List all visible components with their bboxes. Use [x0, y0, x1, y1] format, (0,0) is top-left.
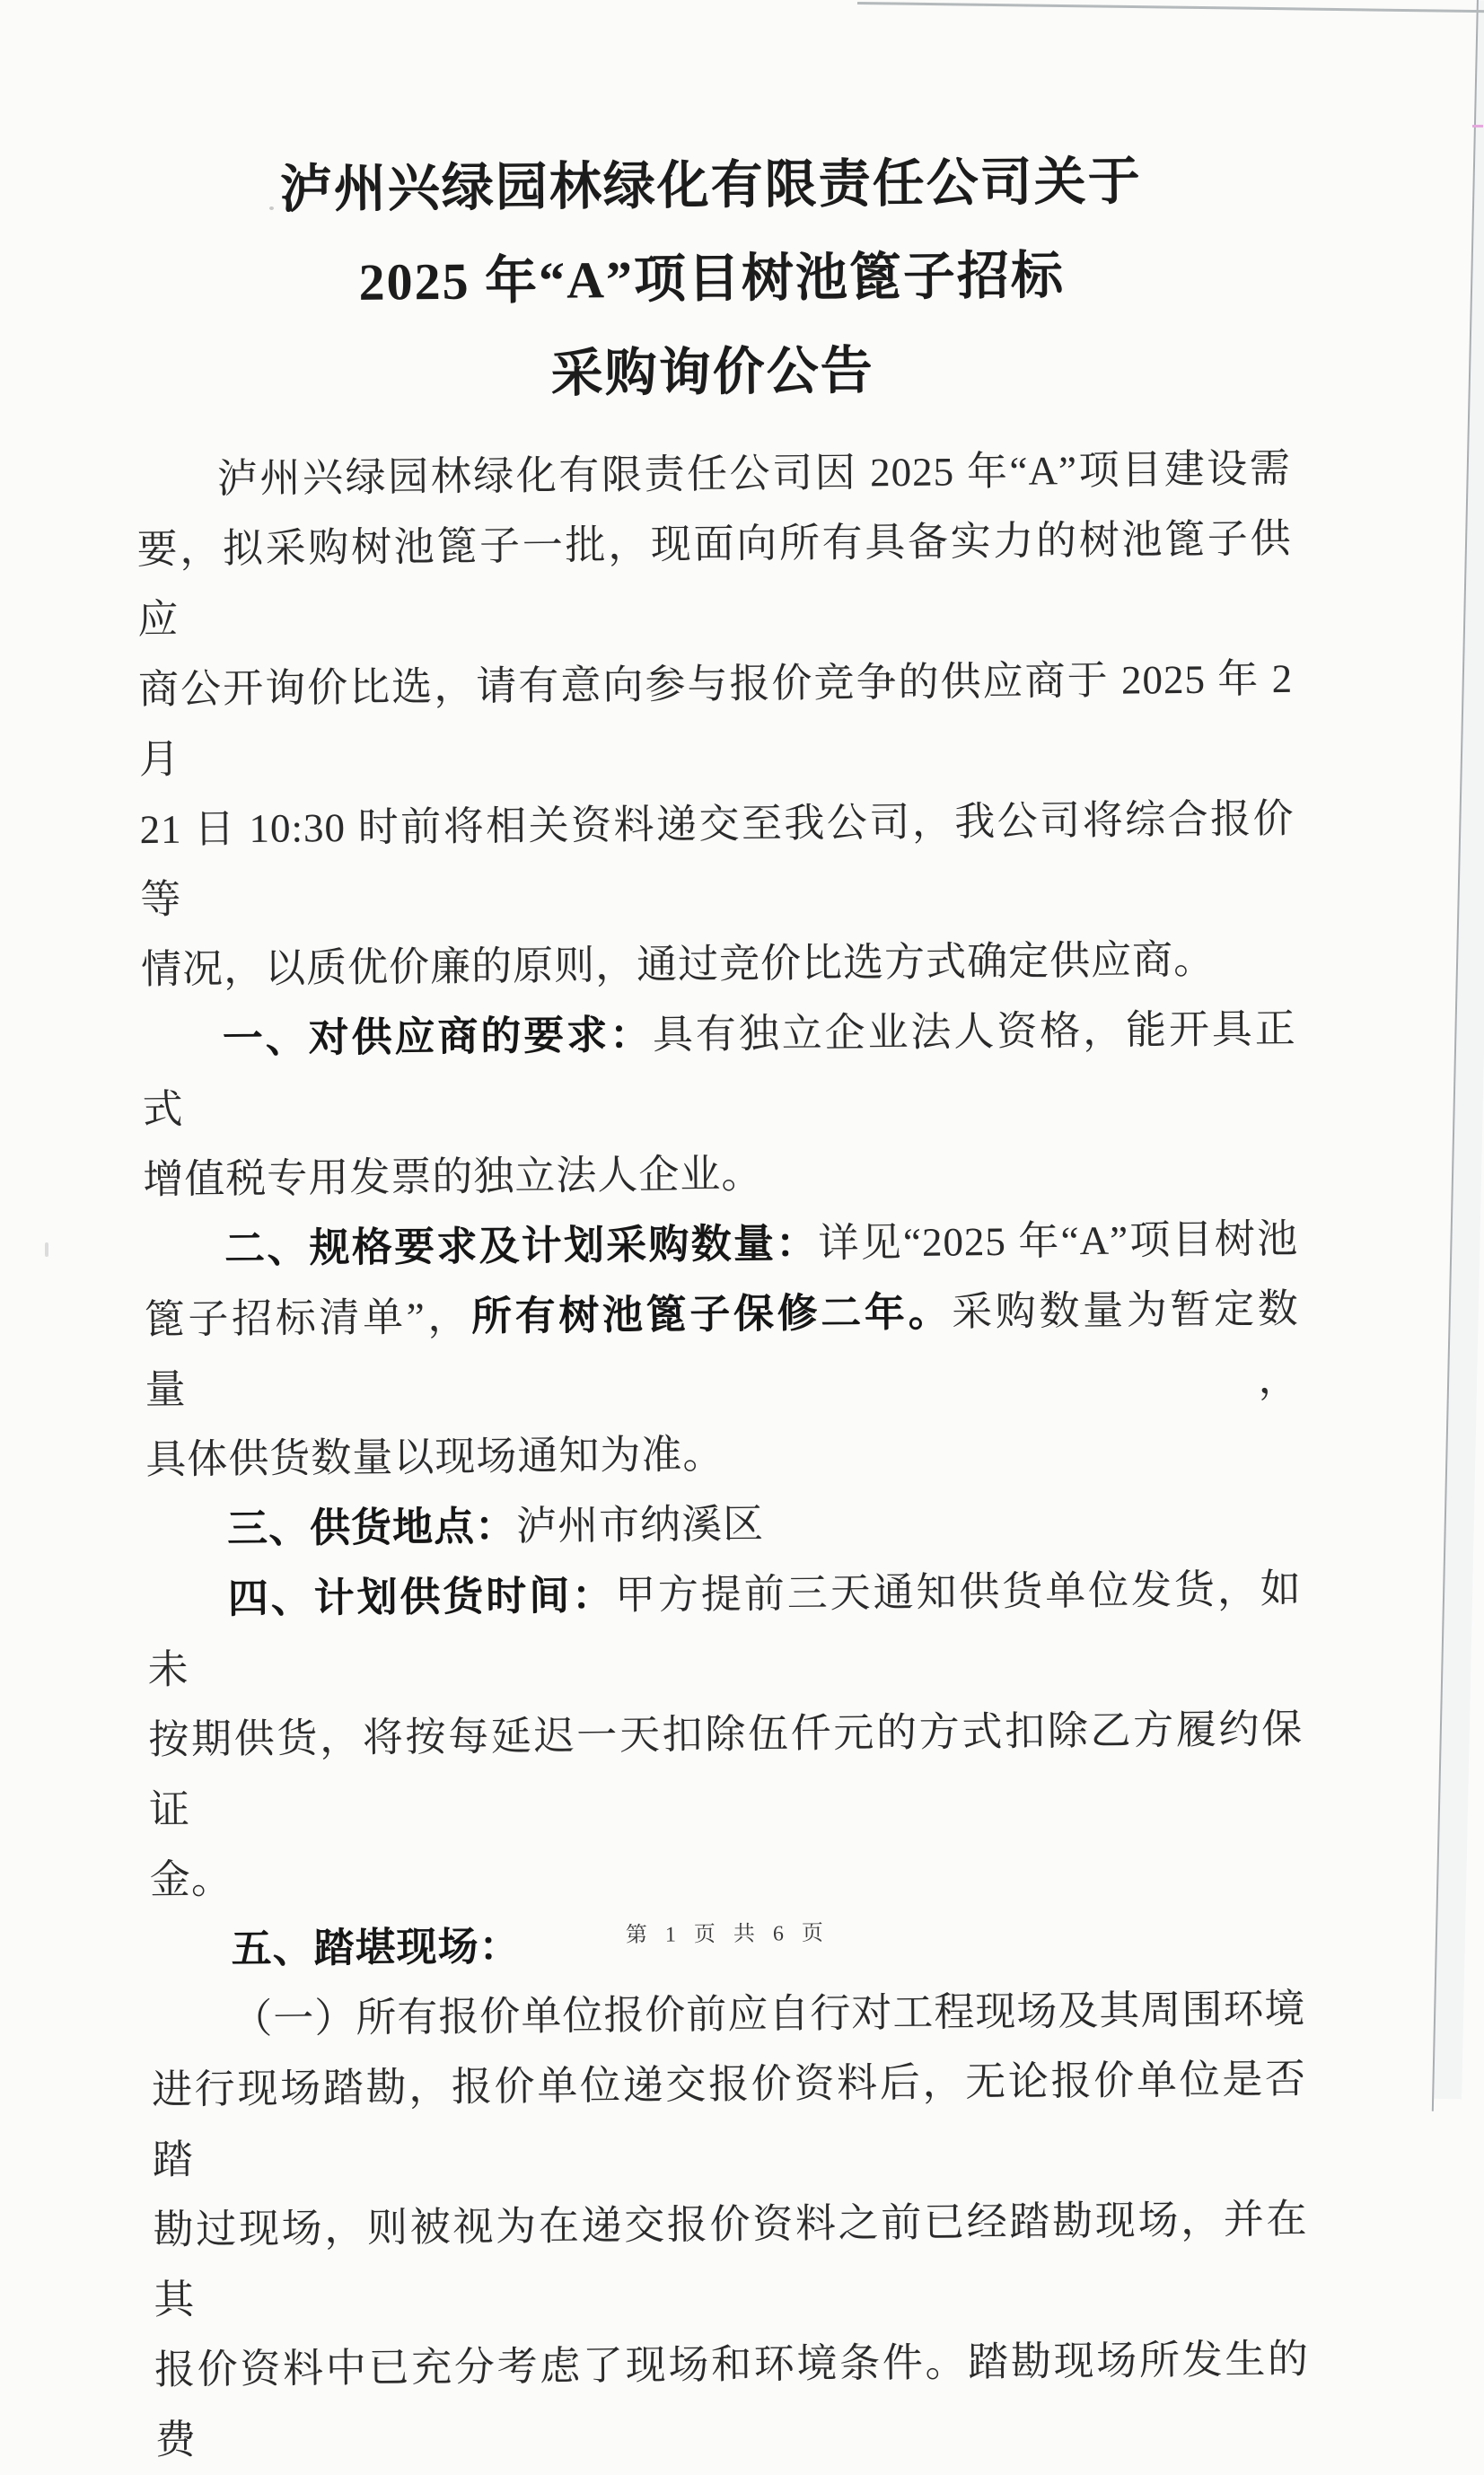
body-line: [149, 1834, 1304, 1915]
body-line: [151, 1974, 1306, 2055]
section-heading-4: [146, 1554, 1302, 1705]
body-text: 详见“2025 年“A”项目树池: [818, 1216, 1299, 1266]
body-text: 勘过现场，则被视为在递交报价资料之前已经踏勘现场，并在其: [153, 2196, 1308, 2323]
body-text: 报价资料中已充分考虑了现场和环境条件。踏勘现场所发生的费: [154, 2336, 1310, 2463]
body-line: [154, 2324, 1310, 2475]
body-line: [136, 504, 1292, 654]
body-text: 泸州兴绿园林绿化有限责任公司因 2025 年“A”项目建设需: [216, 445, 1292, 502]
body-text: 篦子招标清单”，: [144, 1294, 472, 1343]
body-text: 商公开询价比选，请有意向参与报价竞争的供应商于 2025 年 2 月: [137, 655, 1294, 783]
body-line: [139, 784, 1295, 935]
scan-paper-edge-shade: [1434, 0, 1484, 2099]
title-line-1: 泸州兴绿园林绿化有限责任公司关于: [279, 152, 1143, 219]
body-text: 具体供货数量以现场通知为准。: [145, 1431, 724, 1483]
body-line: [136, 434, 1292, 514]
document-page: [132, 0, 1310, 2463]
body-text: 金。: [149, 1856, 233, 1903]
body-line: [144, 1274, 1299, 1425]
body-text: 要，拟采购树池篦子一批，现面向所有具备实力的树池篦子供应: [136, 515, 1292, 643]
body-line: [148, 1694, 1304, 1845]
document-body: [136, 434, 1311, 2475]
scan-speck: [45, 1242, 48, 1257]
title-line-2: 2025 年“A”项目树池篦子招标: [358, 246, 1066, 312]
section-heading-2: [144, 1204, 1299, 1285]
body-text: （一）所有报价单位报价前应自行对工程现场及其周围环境: [232, 1986, 1306, 2042]
section-heading-1: [141, 994, 1296, 1145]
body-text: 甲方提前三天通知供货单位发货，如未: [147, 1566, 1303, 1693]
scan-pink-mark: [1472, 125, 1483, 127]
page-number-footer: 第 1 页 共 6 页: [625, 1921, 830, 1948]
body-line: [153, 2184, 1308, 2335]
section-heading-label: 一、对供应商的要求：: [222, 1011, 654, 1062]
body-line: [152, 2044, 1307, 2195]
section-heading-3: [146, 1484, 1302, 1565]
body-text: 21 日 10:30 时前将相关资料递交至我公司，我公司将综合报价等: [139, 795, 1295, 923]
body-line: [145, 1414, 1301, 1495]
title-line-3: 采购询价公告: [550, 341, 875, 403]
body-text: 进行现场踏勘，报价单位递交报价资料后，无论报价单位是否踏: [151, 2056, 1307, 2183]
body-text: 具有独立企业法人资格，能开具正式: [142, 1005, 1297, 1133]
section-heading-label: 二、规格要求及计划采购数量：: [224, 1219, 819, 1272]
body-line: [138, 644, 1294, 794]
document-title: [133, 134, 1290, 425]
body-line: [141, 924, 1296, 1005]
body-text: 情况，以质优价廉的原则，通过竞价比选方式确定供应商。: [140, 936, 1216, 993]
body-text: 泸州市纳溪区: [515, 1501, 765, 1549]
section-heading-label: 三、供货地点：: [226, 1503, 517, 1552]
body-text: 增值税专用发票的独立法人企业。: [143, 1151, 763, 1203]
section-heading-label: 四、计划供货时间：: [227, 1572, 616, 1622]
body-text-emphasis: 所有树池篦子保修二年。: [470, 1288, 953, 1339]
body-line: [143, 1134, 1298, 1215]
body-text: 按期供货，将按每延迟一天扣除伍仟元的方式扣除乙方履约保证: [148, 1706, 1304, 1833]
section-heading-label: 五、踏堪现场：: [231, 1923, 521, 1972]
body-text: 采购数量为暂定数量，: [145, 1286, 1300, 1413]
